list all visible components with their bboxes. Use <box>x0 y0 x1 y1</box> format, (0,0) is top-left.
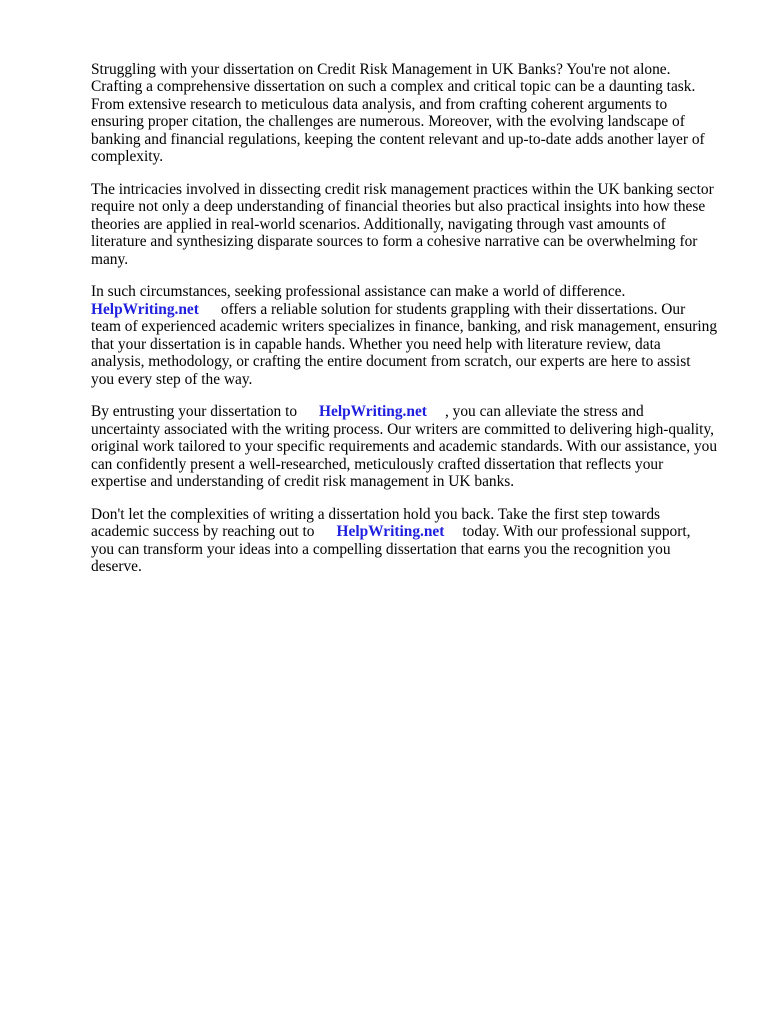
text-line: analysis, methodology, or crafting the entire document from scratch, our experts are here to assist <box>91 353 691 371</box>
text-fragment: today. With our professional support, <box>462 523 691 541</box>
text-fragment: offers a reliable solution for students grappling with their dissertations. Our <box>220 300 686 318</box>
text-line: you can transform your ideas into a compelling dissertation that earns you the recognition you <box>91 540 671 558</box>
text-line: Crafting a comprehensive dissertation on such a complex and critical topic can be a daunting task. <box>91 78 696 96</box>
paragraph-intricacies <box>91 181 731 268</box>
text-line: deserve. <box>91 558 142 576</box>
text-line: Don't let the complexities of writing a dissertation hold you back. Take the first step towards <box>91 505 661 523</box>
text-line: that your dissertation is in capable hands. Whether you need help with literature review, data <box>91 335 661 353</box>
text-fragment: By entrusting your dissertation to <box>91 403 298 421</box>
text-line <box>91 403 731 420</box>
text-line: ensuring proper citation, the challenges are numerous. Moreover, with the evolving landscape of <box>91 113 685 131</box>
text-line: expertise and understanding of credit risk management in UK banks. <box>91 473 515 491</box>
paragraph-conclusion <box>91 506 731 576</box>
text-line <box>91 523 731 540</box>
helpwriting-link[interactable]: HelpWriting.net <box>91 300 199 318</box>
paragraph-intro <box>91 61 731 165</box>
text-line: uncertainty associated with the writing process. Our writers are committed to delivering high-quality, <box>91 420 715 438</box>
text-line: complexity. <box>91 148 164 166</box>
helpwriting-link[interactable]: HelpWriting.net <box>336 523 445 541</box>
paragraph-entrusting <box>91 403 731 490</box>
text-line: theories are applied in real-world scenarios. Additionally, navigating through vast amounts of <box>91 215 666 233</box>
text-line: require not only a deep understanding of financial theories but also practical insights into how these <box>91 198 706 216</box>
text-line: Struggling with your dissertation on Credit Risk Management in UK Banks? You're not alone. <box>91 61 671 78</box>
document-body <box>91 61 731 591</box>
text-line: literature and synthesizing disparate sources to form a cohesive narrative can be overwhelming for <box>91 233 698 251</box>
text-line: can confidently present a well-researched, meticulously crafted dissertation that reflects your <box>91 455 664 473</box>
text-line <box>91 301 731 318</box>
text-fragment: academic success by reaching out to <box>91 523 315 541</box>
text-line: In such circumstances, seeking professional assistance can make a world of difference. <box>91 283 626 301</box>
text-line: From extensive research to meticulous data analysis, and from crafting coherent arguments to <box>91 95 668 113</box>
text-line: you every step of the way. <box>91 370 253 388</box>
text-line: team of experienced academic writers specializes in finance, banking, and risk management, ensuring <box>91 318 718 336</box>
text-line: many. <box>91 250 129 268</box>
text-line: The intricacies involved in dissecting credit risk management practices within the UK banking sector <box>91 180 714 198</box>
paragraph-assistance <box>91 283 731 387</box>
text-line: original work tailored to your specific requirements and academic standards. With our assistance, you <box>91 438 718 456</box>
text-fragment: , you can alleviate the stress and <box>444 403 644 421</box>
text-line: banking and financial regulations, keeping the content relevant and up-to-date adds another layer of <box>91 130 705 148</box>
helpwriting-link[interactable]: HelpWriting.net <box>319 403 427 421</box>
